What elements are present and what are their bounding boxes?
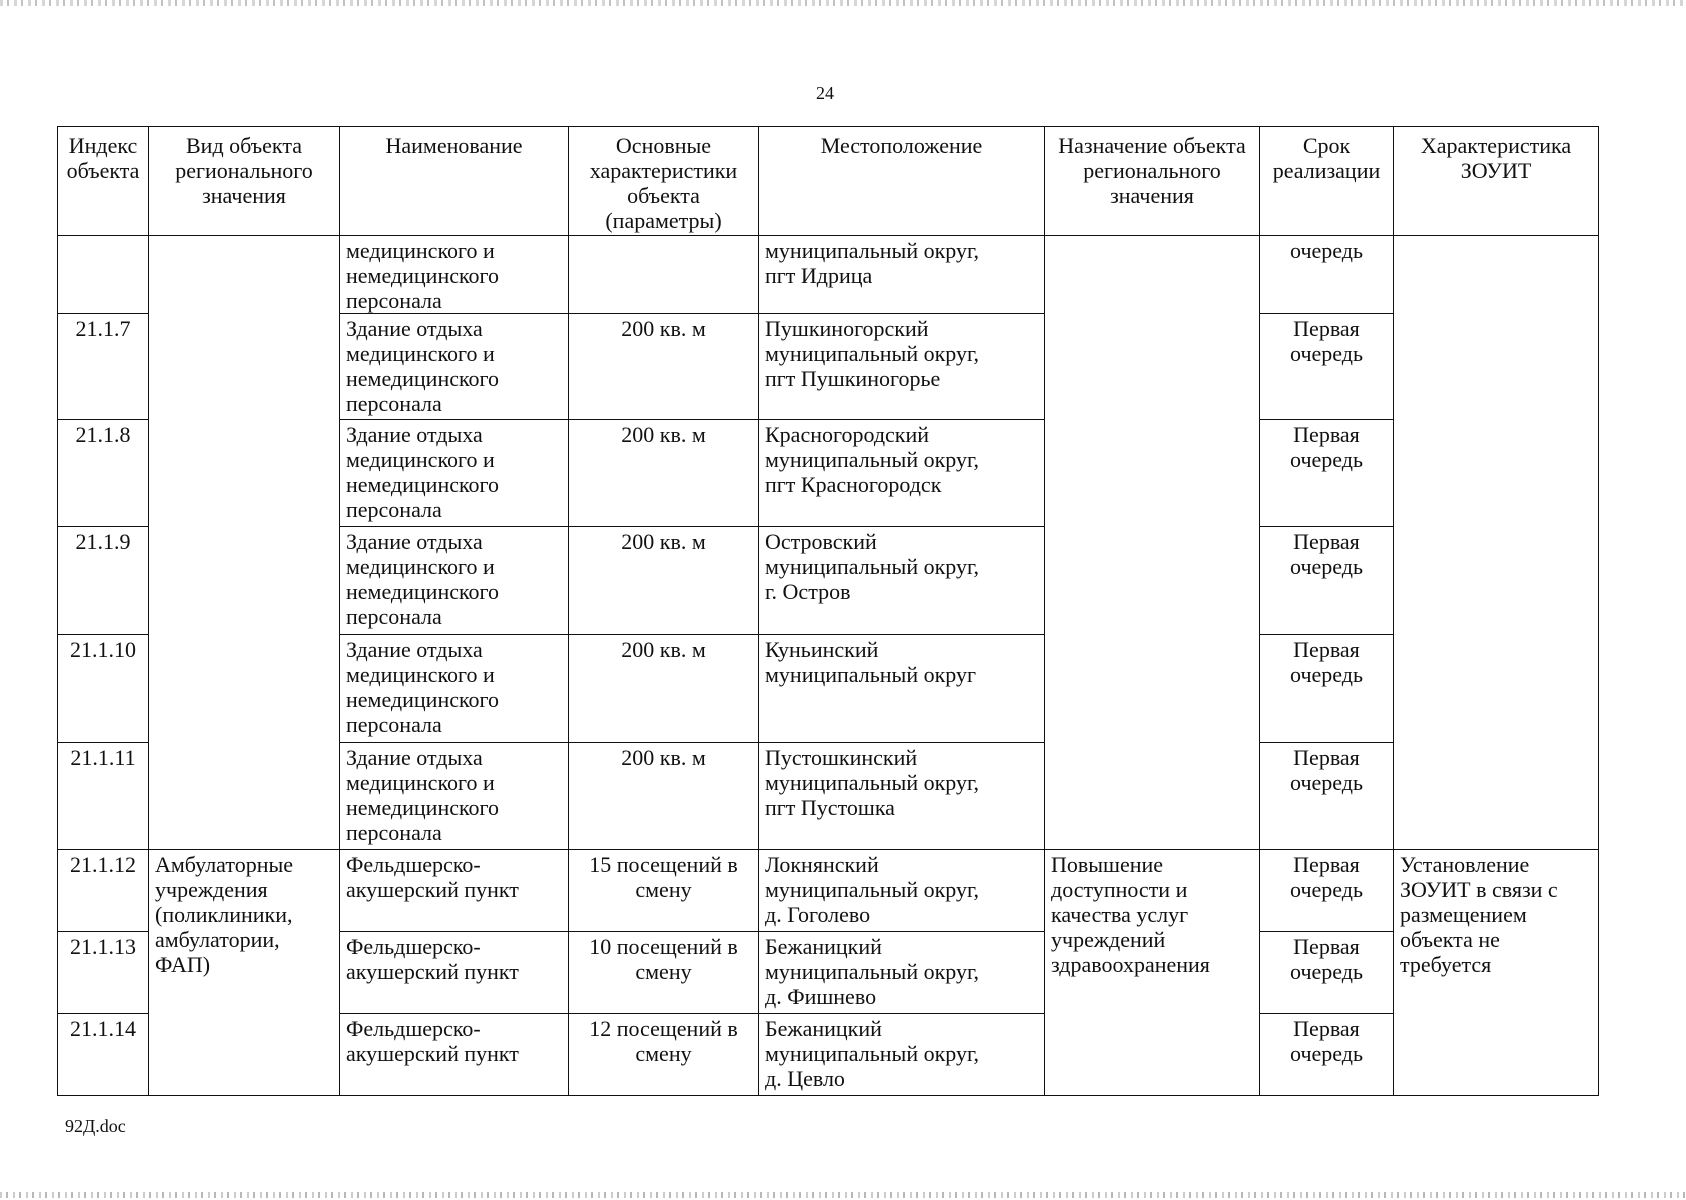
cell-term: Первая очередь: [1260, 527, 1394, 635]
cell-location: Пушкиногорский муниципальный округ, пгт Пушкиногорье: [759, 314, 1045, 420]
cell-name: медицинского и немедицинского персонала: [340, 236, 569, 314]
cell-term: Первая очередь: [1260, 1014, 1394, 1096]
header-index: Индекс объекта: [58, 127, 149, 236]
page-number: 24: [816, 83, 834, 103]
scan-edge-top: [0, 0, 1686, 6]
cell-term: очередь: [1260, 236, 1394, 314]
cell-name: Фельдшерско- акушерский пункт: [340, 1014, 569, 1096]
cell-location: муниципальный округ, пгт Идрица: [759, 236, 1045, 314]
cell-params: 10 посещений в смену: [569, 932, 759, 1014]
cell-index: 21.1.12: [58, 850, 149, 932]
cell-name: Здание отдыха медицинского и немедицинского персонала: [340, 527, 569, 635]
table-row: [58, 850, 1599, 932]
cell-index: 21.1.8: [58, 420, 149, 527]
cell-params: 200 кв. м: [569, 743, 759, 850]
cell-name: Здание отдыха медицинского и немедицинского персонала: [340, 635, 569, 743]
scan-edge-bottom: [0, 1192, 1686, 1198]
cell-index: 21.1.10: [58, 635, 149, 743]
cell-name: Фельдшерско- акушерский пункт: [340, 932, 569, 1014]
cell-index: [58, 236, 149, 314]
cell-name: Фельдшерско- акушерский пункт: [340, 850, 569, 932]
cell-term: Первая очередь: [1260, 420, 1394, 527]
header-location: Местоположение: [759, 127, 1045, 236]
table-row: [58, 236, 1599, 314]
cell-object-type: Амбулаторные учреждения (поликлиники, амбулатории, ФАП): [149, 850, 340, 1096]
regional-objects-table: [57, 126, 1599, 1096]
cell-name: Здание отдыха медицинского и немедицинского персонала: [340, 420, 569, 527]
cell-index: 21.1.7: [58, 314, 149, 420]
cell-index: 21.1.13: [58, 932, 149, 1014]
header-object-type: Вид объекта регионального значения: [149, 127, 340, 236]
cell-params: [569, 236, 759, 314]
cell-location: Локнянский муниципальный округ, д. Гоголево: [759, 850, 1045, 932]
cell-index: 21.1.11: [58, 743, 149, 850]
cell-purpose: Повышение доступности и качества услуг учреждений здравоохранения: [1045, 850, 1260, 1096]
cell-location: Куньинский муниципальный округ: [759, 635, 1045, 743]
cell-params: 200 кв. м: [569, 314, 759, 420]
cell-name: Здание отдыха медицинского и немедицинского персонала: [340, 743, 569, 850]
header-term: Срок реализации: [1260, 127, 1394, 236]
cell-zouit: Установление ЗОУИТ в связи с размещением объекта не требуется: [1394, 850, 1599, 1096]
cell-object-type-empty: [149, 236, 340, 850]
cell-location: Бежаницкий муниципальный округ, д. Цевло: [759, 1014, 1045, 1096]
header-name: Наименование: [340, 127, 569, 236]
cell-term: Первая очередь: [1260, 850, 1394, 932]
header-parameters: Основные характеристики объекта (параметры): [569, 127, 759, 236]
cell-term: Первая очередь: [1260, 314, 1394, 420]
cell-index: 21.1.14: [58, 1014, 149, 1096]
header-row: [58, 127, 1599, 236]
cell-params: 15 посещений в смену: [569, 850, 759, 932]
footer-filename: 92Д.doc: [65, 1116, 126, 1136]
cell-term: Первая очередь: [1260, 932, 1394, 1014]
cell-zouit-empty: [1394, 236, 1599, 850]
cell-location: Бежаницкий муниципальный округ, д. Фишнево: [759, 932, 1045, 1014]
cell-term: Первая очередь: [1260, 743, 1394, 850]
cell-purpose-empty: [1045, 236, 1260, 850]
cell-location: Пустошкинский муниципальный округ, пгт Пустошка: [759, 743, 1045, 850]
cell-location: Островский муниципальный округ, г. Остров: [759, 527, 1045, 635]
cell-params: 12 посещений в смену: [569, 1014, 759, 1096]
cell-params: 200 кв. м: [569, 420, 759, 527]
header-purpose: Назначение объекта регионального значения: [1045, 127, 1260, 236]
header-zouit: Характеристика ЗОУИТ: [1394, 127, 1599, 236]
cell-params: 200 кв. м: [569, 635, 759, 743]
cell-params: 200 кв. м: [569, 527, 759, 635]
cell-name: Здание отдыха медицинского и немедицинского персонала: [340, 314, 569, 420]
cell-index: 21.1.9: [58, 527, 149, 635]
cell-term: Первая очередь: [1260, 635, 1394, 743]
cell-location: Красногородский муниципальный округ, пгт Красногородск: [759, 420, 1045, 527]
